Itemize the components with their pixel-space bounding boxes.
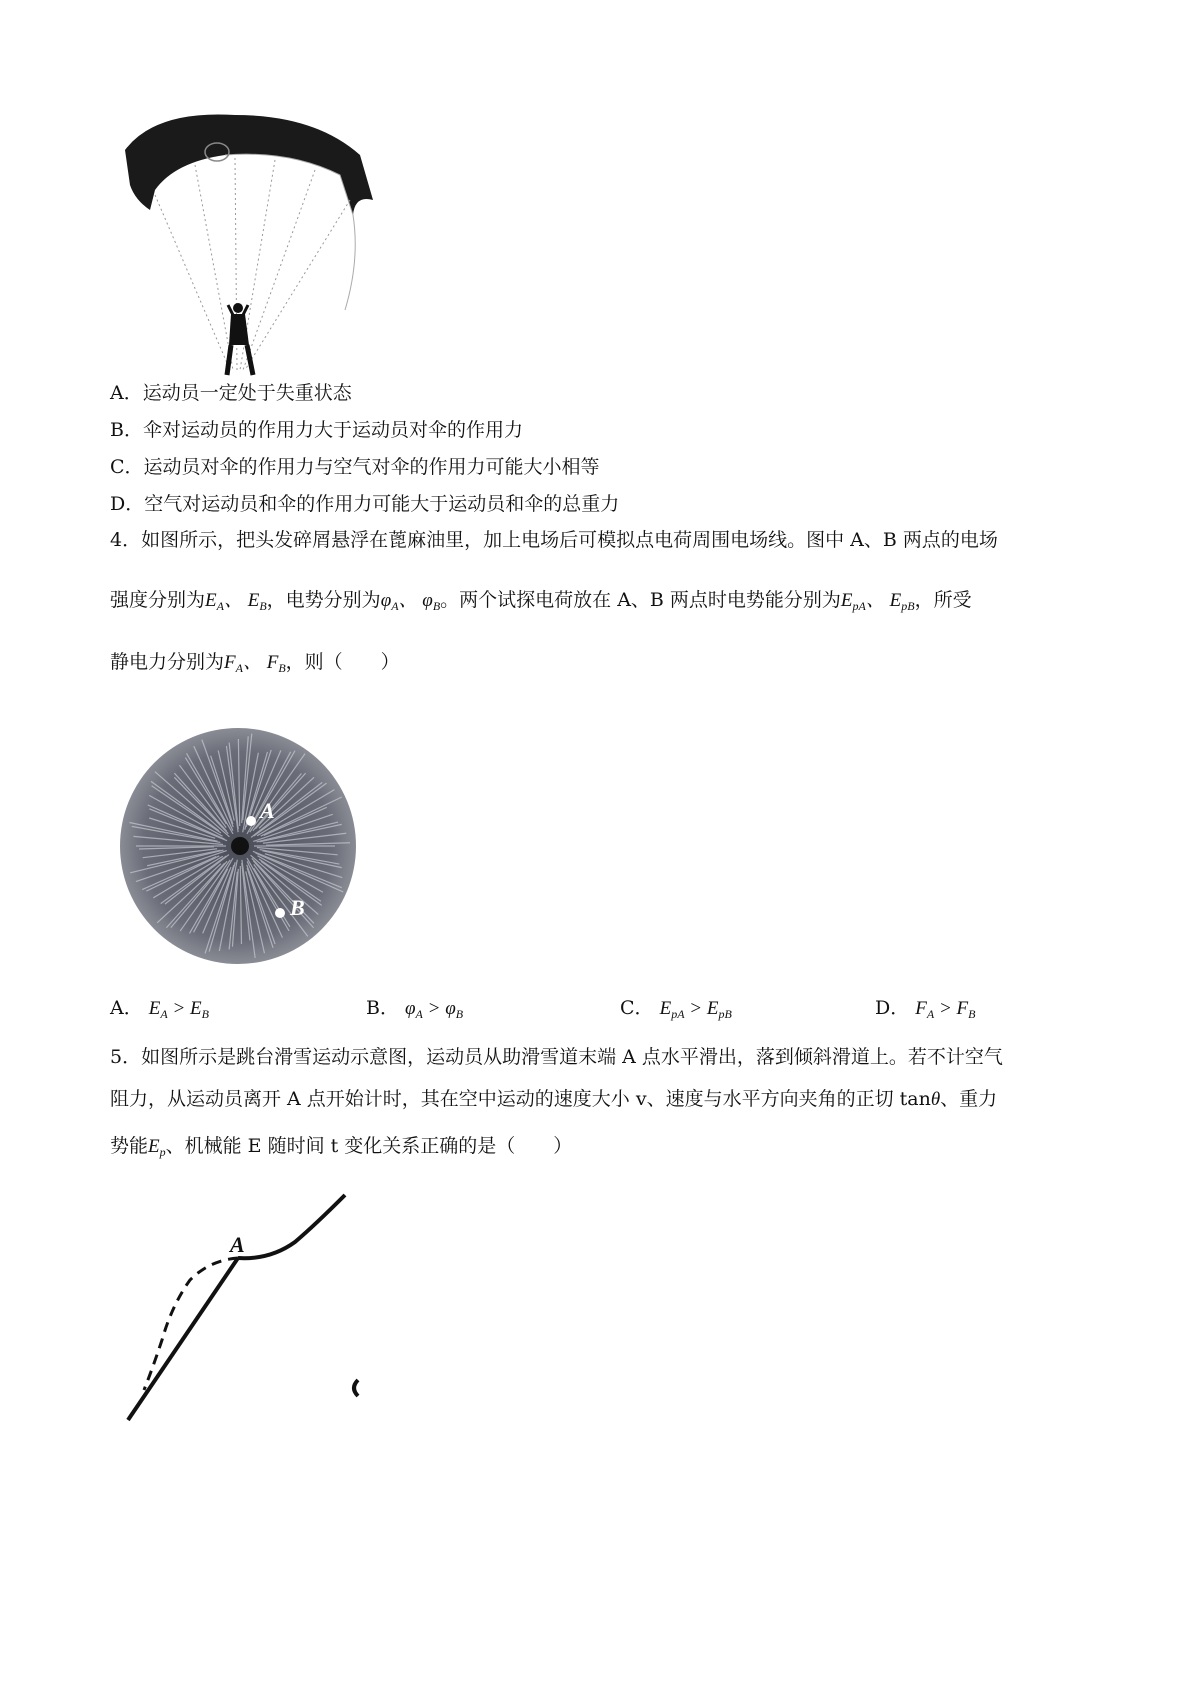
q4-option-b-letter: B．: [366, 997, 399, 1019]
field-point-b-label: B: [290, 895, 305, 920]
field-lines-figure: [118, 726, 358, 966]
q4-math-f-ab: $F_A$、 $F_B$: [224, 652, 286, 675]
parachute-figure: [115, 100, 390, 390]
q5-math-ep: $E_p$: [148, 1136, 166, 1159]
q5-line3-b: 、机械能 E 随时间 t 变化关系正确的是（ ）: [165, 1135, 573, 1157]
q4-line2-b: ，电势分别为: [266, 589, 381, 611]
q3-option-c: [110, 454, 600, 480]
ski-point-a-label: A: [230, 1232, 245, 1257]
ski-jump-figure: [110, 1180, 370, 1430]
q3-option-b-text: 伞对运动员的作用力大于运动员对伞的作用力: [142, 419, 523, 441]
q4-option-b: [366, 995, 463, 1027]
q4-math-phi-ab: $\varphi_A$、 $\varphi_B$: [380, 590, 441, 613]
q4-option-a: [110, 995, 209, 1027]
q3-option-d-letter: D．: [110, 493, 145, 515]
q4-stem-line1: 4．如图所示，把头发碎屑悬浮在蓖麻油里，加上电场后可模拟点电荷周围电场线。图中 A、B 两点的电场: [110, 529, 998, 551]
q4-stem-line2: [110, 587, 972, 619]
q4-option-d-letter: D．: [875, 997, 910, 1019]
q5-math-theta: θ: [930, 1089, 941, 1110]
q3-option-c-letter: C．: [110, 456, 144, 478]
q4-option-b-math: $\varphi_A > \varphi_B$: [405, 998, 464, 1021]
q3-option-b-letter: B．: [110, 419, 143, 441]
q5-line2-a: 阻力，从运动员离开 A 点开始计时，其在空中运动的速度大小 v、速度与水平方向夹角的正切 tan: [110, 1088, 931, 1110]
q4-line2-a: 强度分别为: [110, 589, 206, 611]
q3-option-b: [110, 417, 523, 443]
q3-option-d: [110, 491, 619, 517]
q3-option-a-letter: A．: [110, 382, 143, 404]
q4-stem-line3: [110, 649, 400, 681]
q4-math-e-ab: $E_A$、 $E_B$: [205, 590, 267, 613]
q4-option-a-letter: A．: [110, 997, 143, 1019]
q4-line2-c: 。两个试探电荷放在 A、B 两点时电势能分别为: [440, 589, 841, 611]
field-point-a-label: A: [260, 798, 275, 823]
q3-option-a: [110, 380, 352, 406]
q5-line2-b: 、重力: [940, 1088, 998, 1110]
q3-option-c-text: 运动员对伞的作用力与空气对伞的作用力可能大小相等: [143, 456, 600, 478]
q4-line2-d: ，所受: [914, 589, 972, 611]
q4-option-d: [875, 995, 976, 1027]
q4-line3-a: 静电力分别为: [110, 651, 225, 673]
q4-option-c-letter: C．: [620, 997, 654, 1019]
q5-stem-line1: 5．如图所示是跳台滑雪运动示意图，运动员从助滑雪道末端 A 点水平滑出，落到倾斜滑道上。若不计空气: [110, 1046, 1003, 1068]
q5-line3-a: 势能: [110, 1135, 149, 1157]
q4-math-ep-ab: $E_{pA}$、 $E_{pB}$: [840, 590, 915, 613]
q4-option-c-math: $E_{pA} > E_{pB}$: [659, 998, 732, 1021]
q4-option-a-math: $E_A > E_B$: [148, 998, 210, 1021]
q5-stem-line2: [110, 1086, 997, 1113]
q4-option-c: [620, 995, 732, 1027]
q4-line3-b: ，则（ ）: [285, 651, 400, 673]
q3-option-a-text: 运动员一定处于失重状态: [142, 382, 352, 404]
q3-option-d-text: 空气对运动员和伞的作用力可能大于运动员和伞的总重力: [144, 493, 620, 515]
q5-stem-line3: [110, 1133, 572, 1165]
q4-option-d-math: $F_A > F_B$: [915, 998, 976, 1021]
